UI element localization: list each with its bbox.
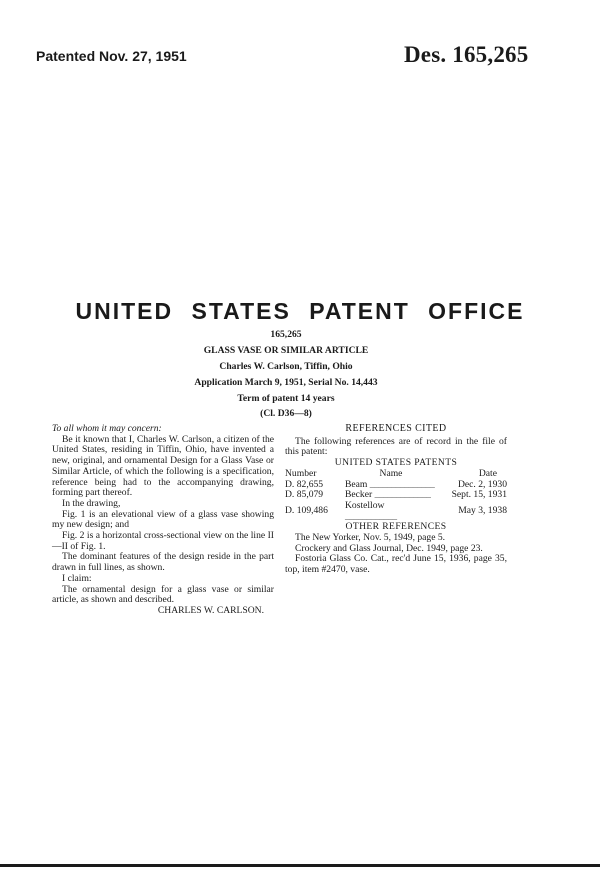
application-line: Application March 9, 1951, Serial No. 14,443 [194, 377, 378, 388]
signature: CHARLES W. CARLSON. [157, 604, 264, 616]
spec-paragraph: In the drawing, [62, 497, 121, 509]
other-reference: Crockery and Glass Journal, Dec. 1949, page 23. [295, 542, 483, 554]
spec-paragraph: Fig. 1 is an elevational view of a glass vase showing my new design; and [52, 508, 274, 531]
us-patents-table [285, 469, 507, 523]
references-intro: The following references are of record in the file of this patent: [285, 435, 507, 458]
references-heading: REFERENCES CITED [345, 423, 447, 434]
claim-label: I claim: [62, 572, 92, 584]
table-row [285, 490, 507, 501]
other-references-heading: OTHER REFERENCES [345, 521, 447, 533]
patent-date-cell: May 3, 1938 [458, 505, 507, 517]
references-column [285, 424, 507, 576]
bottom-rule [0, 864, 600, 867]
office-title: UNITED STATES PATENT OFFICE [75, 298, 525, 324]
design-title: GLASS VASE OR SIMILAR ARTICLE [203, 345, 369, 356]
spec-paragraph: Be it known that I, Charles W. Carlson, a citizen of the United States, residing in Tiffin, Ohio, have invented a new, original, and ornamental Design for a Glass Vase or Similar Article, of which the following is a specification, reference being had to the accompanying drawing, forming part thereof. [52, 433, 274, 499]
other-reference: The New Yorker, Nov. 5, 1949, page 5. [295, 532, 446, 544]
column-header-number: Number [285, 467, 317, 479]
inventor-line: Charles W. Carlson, Tiffin, Ohio [219, 361, 353, 372]
table-row [285, 501, 507, 522]
leader-dots: _____________ [374, 489, 431, 501]
patent-number-cell: D. 82,655 [285, 478, 324, 490]
patented-date: Patented Nov. 27, 1951 [36, 48, 187, 64]
other-reference: Fostoria Glass Co. Cat., rec'd June 15, 1936, page 35, top, item #2470, vase. [285, 553, 507, 576]
patent-name: Beam [345, 478, 368, 490]
leader-dots: ____________ [345, 510, 397, 522]
patent-date-cell: Dec. 2, 1930 [457, 478, 507, 490]
column-header-name: Name [379, 467, 403, 479]
patent-name: Kostellow [345, 499, 385, 511]
column-header-date: Date [478, 467, 497, 479]
classification-line: (Cl. D36—8) [260, 408, 312, 419]
claim-text: The ornamental design for a glass vase or similar article, as shown and described. [52, 583, 274, 606]
patent-number: Des. 165,265 [404, 42, 529, 67]
spec-paragraph: The dominant features of the design reside in the part drawn in full lines, as shown. [52, 551, 274, 574]
patent-name: Becker [345, 489, 373, 501]
salutation: To all whom it may concern: [52, 423, 162, 434]
specification-column [52, 424, 274, 617]
term-line: Term of patent 14 years [237, 393, 335, 404]
us-patents-heading: UNITED STATES PATENTS [334, 457, 458, 469]
patent-number-cell: D. 109,486 [285, 505, 328, 517]
leader-dots: _______________ [369, 478, 435, 490]
patent-date-cell: Sept. 15, 1931 [451, 489, 507, 501]
patent-name-cell [345, 501, 437, 522]
patent-number-cell: D. 85,079 [285, 489, 324, 501]
spec-paragraph: Fig. 2 is a horizontal cross-sectional view on the line II—II of Fig. 1. [52, 530, 274, 552]
design-number: 165,265 [270, 329, 302, 340]
